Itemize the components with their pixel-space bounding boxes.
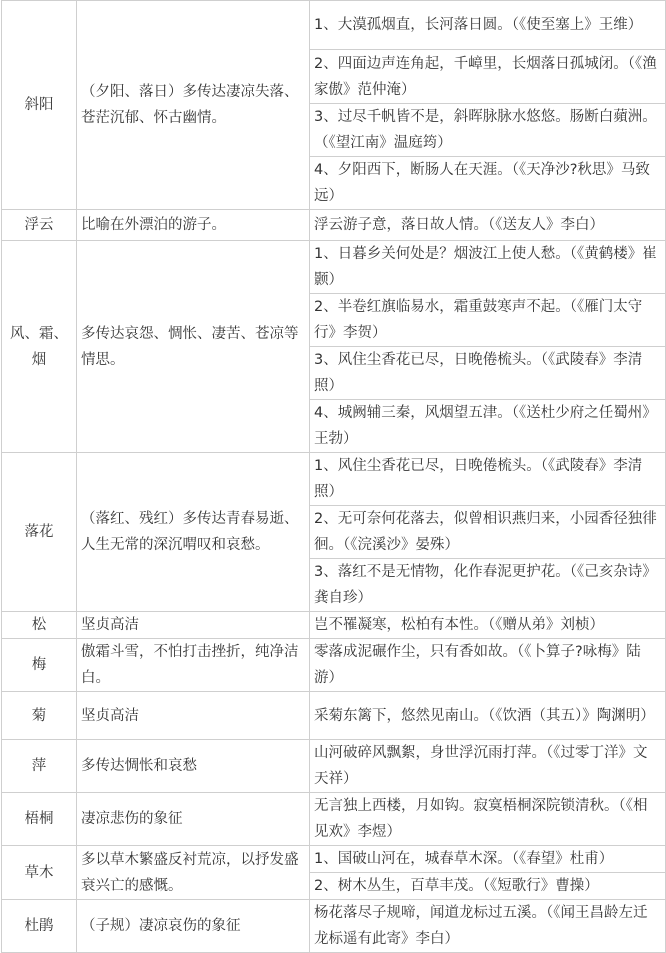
poem-example: 1、日暮乡关何处是？烟波江上使人愁。（《黄鹤楼》崔颢） [310, 241, 666, 294]
table-row [2, 210, 666, 241]
imagery-meaning: （夕阳、落日）多传达凄凉失落、苍茫沉郁、怀古幽情。 [77, 1, 310, 210]
poem-example: 2、四面边声连角起，千嶂里，长烟落日孤城闭。（《渔家傲》范仲淹） [310, 50, 666, 104]
table-row [2, 793, 666, 846]
imagery-term: 梅 [2, 639, 77, 692]
imagery-term: 梧桐 [2, 793, 77, 846]
imagery-meaning: 多传达惆怅和哀愁 [77, 740, 310, 793]
poem-example: 无言独上西楼，月如钩。寂寞梧桐深院锁清秋。（《相见欢》李煜） [310, 793, 666, 846]
imagery-term: 草木 [2, 846, 77, 900]
imagery-term: 萍 [2, 740, 77, 793]
imagery-term: 浮云 [2, 210, 77, 241]
imagery-term: 落花 [2, 453, 77, 612]
poem-example: 山河破碎风飘絮，身世浮沉雨打萍。（《过零丁洋》文天祥） [310, 740, 666, 793]
imagery-meaning: 比喻在外漂泊的游子。 [77, 210, 310, 241]
imagery-meaning: （落红、残红）多传达青春易逝、人生无常的深沉喟叹和哀愁。 [77, 453, 310, 612]
poem-example: 零落成泥碾作尘，只有香如故。（《卜算子?咏梅》陆游） [310, 639, 666, 692]
poem-example: 1、风住尘香花已尽，日晚倦梳头。（《武陵春》李清照） [310, 453, 666, 506]
imagery-term: 风、霜、烟 [2, 241, 77, 453]
imagery-meaning: 多以草木繁盛反衬荒凉，以抒发盛衰兴亡的感慨。 [77, 846, 310, 900]
poetry-imagery-table [1, 0, 666, 953]
table-row [2, 241, 666, 294]
imagery-term: 松 [2, 612, 77, 639]
imagery-meaning: 坚贞高洁 [77, 612, 310, 639]
poem-example: 1、国破山河在，城春草木深。（《春望》杜甫） [310, 846, 666, 873]
poem-example: 2、无可奈何花落去，似曾相识燕归来，小园香径独徘徊。（《浣溪沙》晏殊） [310, 506, 666, 559]
table-row [2, 900, 666, 953]
table-row [2, 740, 666, 793]
poem-example: 2、半卷红旗临易水，霜重鼓寒声不起。（《雁门太守行》李贺） [310, 294, 666, 347]
table-row [2, 1, 666, 50]
poem-example: 3、过尽千帆皆不是，斜晖脉脉水悠悠。肠断白蘋洲。（《望江南》温庭筠） [310, 104, 666, 157]
poem-example: 3、风住尘香花已尽，日晚倦梳头。（《武陵春》李清照） [310, 347, 666, 400]
table-row [2, 692, 666, 740]
poem-example: 岂不罹凝寒，松柏有本性。（《赠从弟》刘桢） [310, 612, 666, 639]
poem-example: 杨花落尽子规啼，闻道龙标过五溪。（《闻王昌龄左迁龙标遥有此寄》李白） [310, 900, 666, 953]
imagery-meaning: 凄凉悲伤的象征 [77, 793, 310, 846]
poem-example: 4、夕阳西下，断肠人在天涯。（《天净沙?秋思》马致远） [310, 157, 666, 210]
table-row [2, 612, 666, 639]
imagery-term: 杜鹃 [2, 900, 77, 953]
table-row [2, 846, 666, 873]
imagery-meaning: （子规）凄凉哀伤的象征 [77, 900, 310, 953]
imagery-meaning: 傲霜斗雪，不怕打击挫折，纯净洁白。 [77, 639, 310, 692]
imagery-meaning: 坚贞高洁 [77, 692, 310, 740]
poem-example: 浮云游子意，落日故人情。（《送友人》李白） [310, 210, 666, 241]
table-body [2, 1, 666, 953]
poem-example: 2、树木丛生，百草丰茂。（《短歌行》曹操） [310, 873, 666, 900]
poem-example: 采菊东篱下，悠然见南山。（《饮酒（其五）》陶渊明） [310, 692, 666, 740]
imagery-term: 斜阳 [2, 1, 77, 210]
poem-example: 4、城阙辅三秦，风烟望五津。（《送杜少府之任蜀州》王勃） [310, 400, 666, 453]
table-row [2, 453, 666, 506]
table-row [2, 639, 666, 692]
poem-example: 3、落红不是无情物，化作春泥更护花。（《己亥杂诗》龚自珍） [310, 559, 666, 612]
imagery-term: 菊 [2, 692, 77, 740]
imagery-meaning: 多传达哀怨、惆怅、凄苦、苍凉等情思。 [77, 241, 310, 453]
poem-example: 1、大漠孤烟直，长河落日圆。（《使至塞上》王维） [310, 1, 666, 50]
